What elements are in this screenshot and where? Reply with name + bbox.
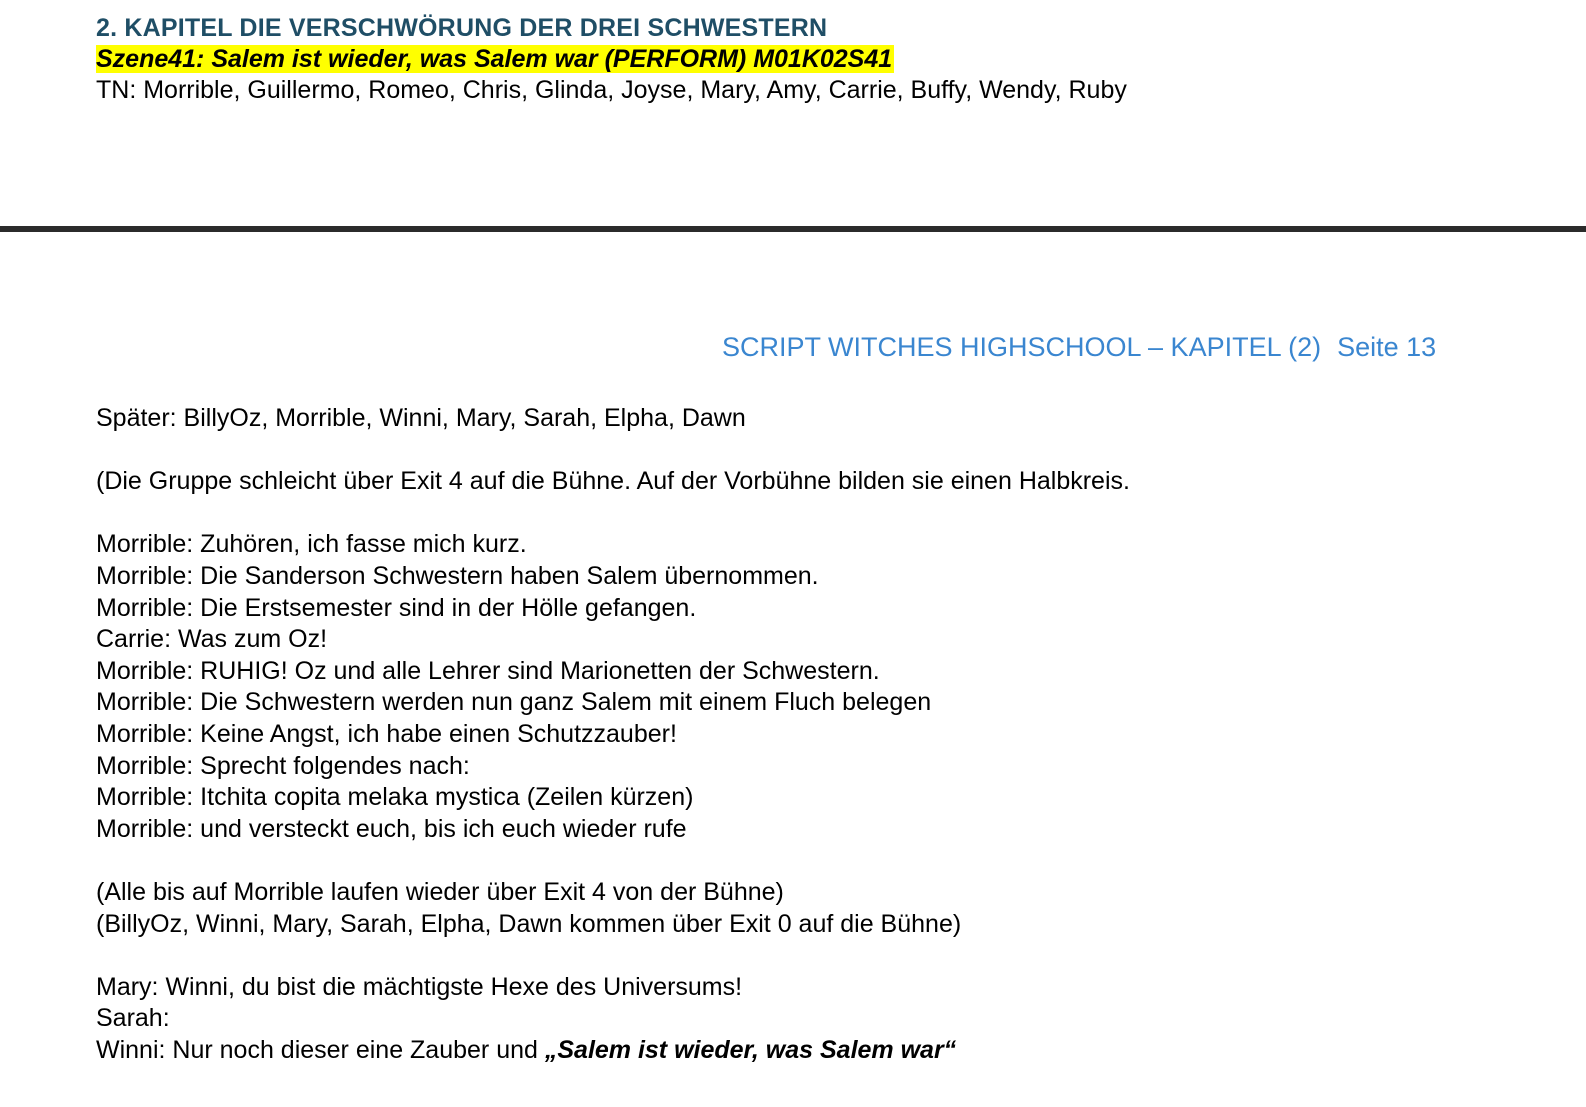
page-number: Seite 13 [1337,332,1437,362]
dialogue-line: Morrible: Zuhören, ich fasse mich kurz. [96,530,527,559]
dialogue-line-mary: Mary: Winni, du bist die mächtigste Hexe des Universums! [96,972,743,1001]
page-header [722,330,1436,364]
dialogue-line: Morrible: Keine Angst, ich habe einen Schutzzauber! [96,719,677,748]
page-break-divider [0,226,1586,232]
scene-title-row [96,44,1536,74]
participants-line: TN: Morrible, Guillermo, Romeo, Chris, Glinda, Joyse, Mary, Amy, Carrie, Buffy, Wendy, Ruby [96,76,1127,104]
dialogue-line: Morrible: Die Sanderson Schwestern haben Salem übernommen. [96,561,819,590]
dialogue-line: Morrible: RUHIG! Oz und alle Lehrer sind Marionetten der Schwestern. [96,656,880,685]
blank-line [96,940,1536,972]
previous-page-bottom [96,12,1536,106]
stage-direction: (Die Gruppe schleicht über Exit 4 auf die Bühne. Auf der Vorbühne bilden sie einen Halbkreis. [96,467,1130,496]
stage-direction: (BillyOz, Winni, Mary, Sarah, Elpha, Dawn kommen über Exit 0 auf die Bühne) [96,909,962,938]
dialogue-line-sarah: Sarah: [96,1004,170,1033]
chapter-title: 2. KAPITEL DIE VERSCHWÖRUNG DER DREI SCHWESTERN [96,14,828,42]
dialogue-line: Morrible: Itchita copita melaka mystica (Zeilen kürzen) [96,783,694,812]
blank-line [96,435,1536,467]
stage-direction: (Alle bis auf Morrible laufen wieder über Exit 4 von der Bühne) [96,877,784,906]
dialogue-line: Morrible: und versteckt euch, bis ich euch wieder rufe [96,814,687,843]
later-cast-line: Später: BillyOz, Morrible, Winni, Mary, Sarah, Elpha, Dawn [96,404,746,432]
script-header-title: SCRIPT WITCHES HIGHSCHOOL – KAPITEL (2) [722,332,1322,362]
dialogue-line: Morrible: Die Erstsemester sind in der Hölle gefangen. [96,593,697,622]
dialogue-line-winni [96,1035,1536,1067]
dialogue-line: Carrie: Was zum Oz! [96,625,328,654]
script-body [96,403,1536,1066]
blank-line [96,845,1536,877]
scene-title: Szene41: Salem ist wieder, was Salem war (PERFORM) M01K02S41 [96,45,893,73]
dialogue-line: Morrible: Die Schwestern werden nun ganz Salem mit einem Fluch belegen [96,688,932,717]
dialogue-line: Morrible: Sprecht folgendes nach: [96,751,470,780]
blank-line [96,498,1536,530]
winni-line-text: Winni: Nur noch dieser eine Zauber und [96,1035,545,1064]
winni-spell-quote: „Salem ist wieder, was Salem war“ [544,1035,957,1064]
